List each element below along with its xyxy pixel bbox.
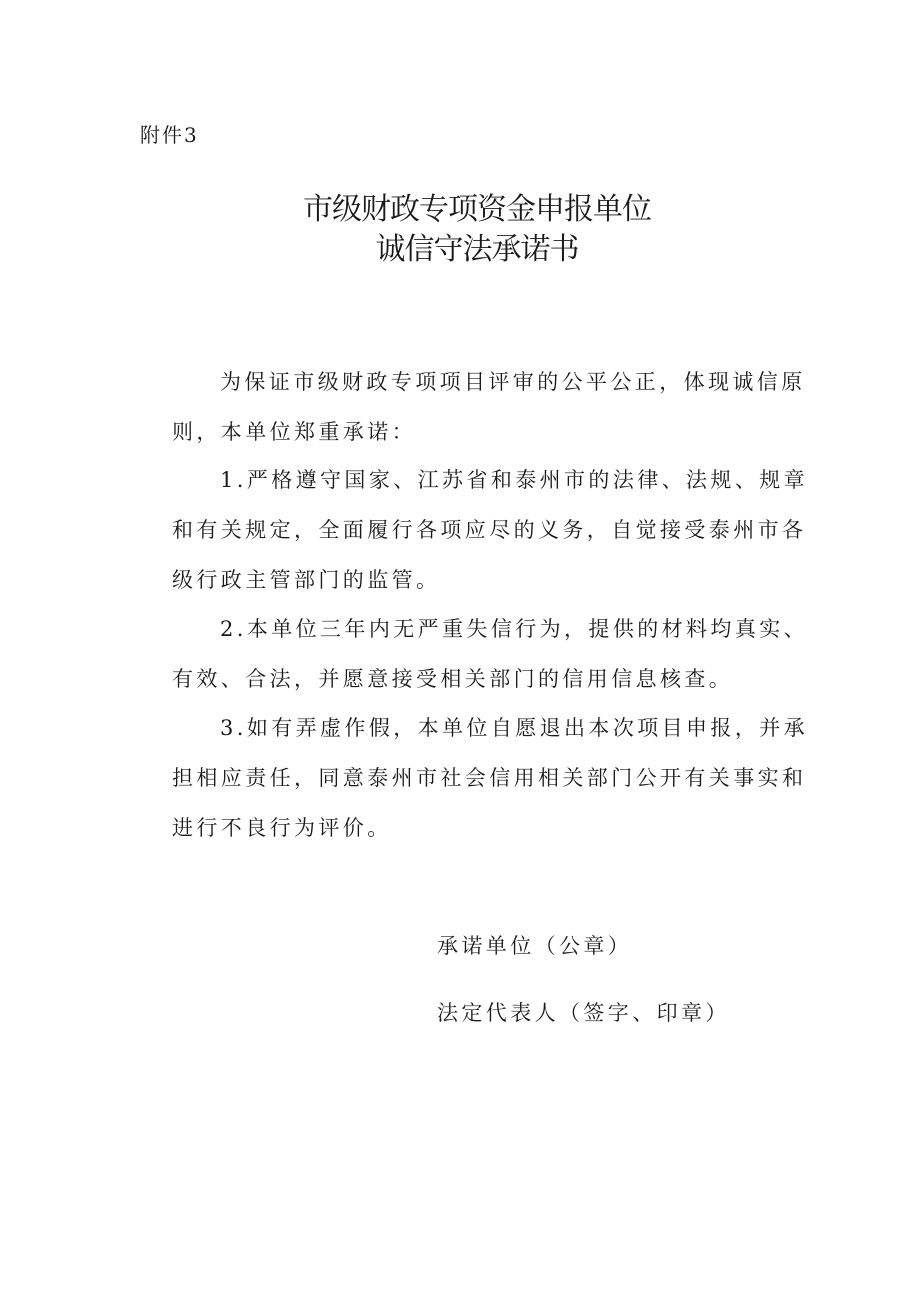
item-3-line-2: 担相应责任，同意泰州市社会信用相关部门公开有关事实和: [172, 766, 807, 790]
item-1-line-2: 和有关规定，全面履行各项应尽的义务，自觉接受泰州市各: [172, 518, 807, 542]
item-3-line-1: 3.如有弄虚作假，本单位自愿退出本次项目申报，并承: [220, 716, 809, 740]
intro-line-2: 则，本单位郑重承诺：: [172, 420, 416, 444]
item-2-line-1: 2.本单位三年内无严重失信行为，提供的材料均真实、: [220, 617, 809, 641]
signature-representative-label: 法定代表人（签字、印章）: [437, 1001, 730, 1025]
item-2-line-2: 有效、合法，并愿意接受相关部门的信用信息核查。: [172, 667, 734, 691]
document-title-line-2: 诚信守法承诺书: [375, 232, 579, 267]
item-1-line-3: 级行政主管部门的监管。: [172, 568, 441, 592]
attachment-label: 附件3: [140, 123, 199, 147]
signature-unit-label: 承诺单位（公章）: [437, 934, 633, 958]
intro-paragraph: [172, 357, 806, 457]
commitment-item-3: [172, 703, 809, 853]
intro-line-1: 为保证市级财政专项项目评审的公平公正，体现诚信原: [220, 370, 806, 394]
document-title-line-1: 市级财政专项资金申报单位: [303, 192, 651, 227]
commitment-item-1: [172, 455, 809, 605]
commitment-item-2: [172, 604, 809, 704]
item-1-line-1: 1.严格遵守国家、江苏省和泰州市的法律、法规、规章: [220, 468, 809, 492]
item-3-line-3: 进行不良行为评价。: [172, 816, 392, 840]
